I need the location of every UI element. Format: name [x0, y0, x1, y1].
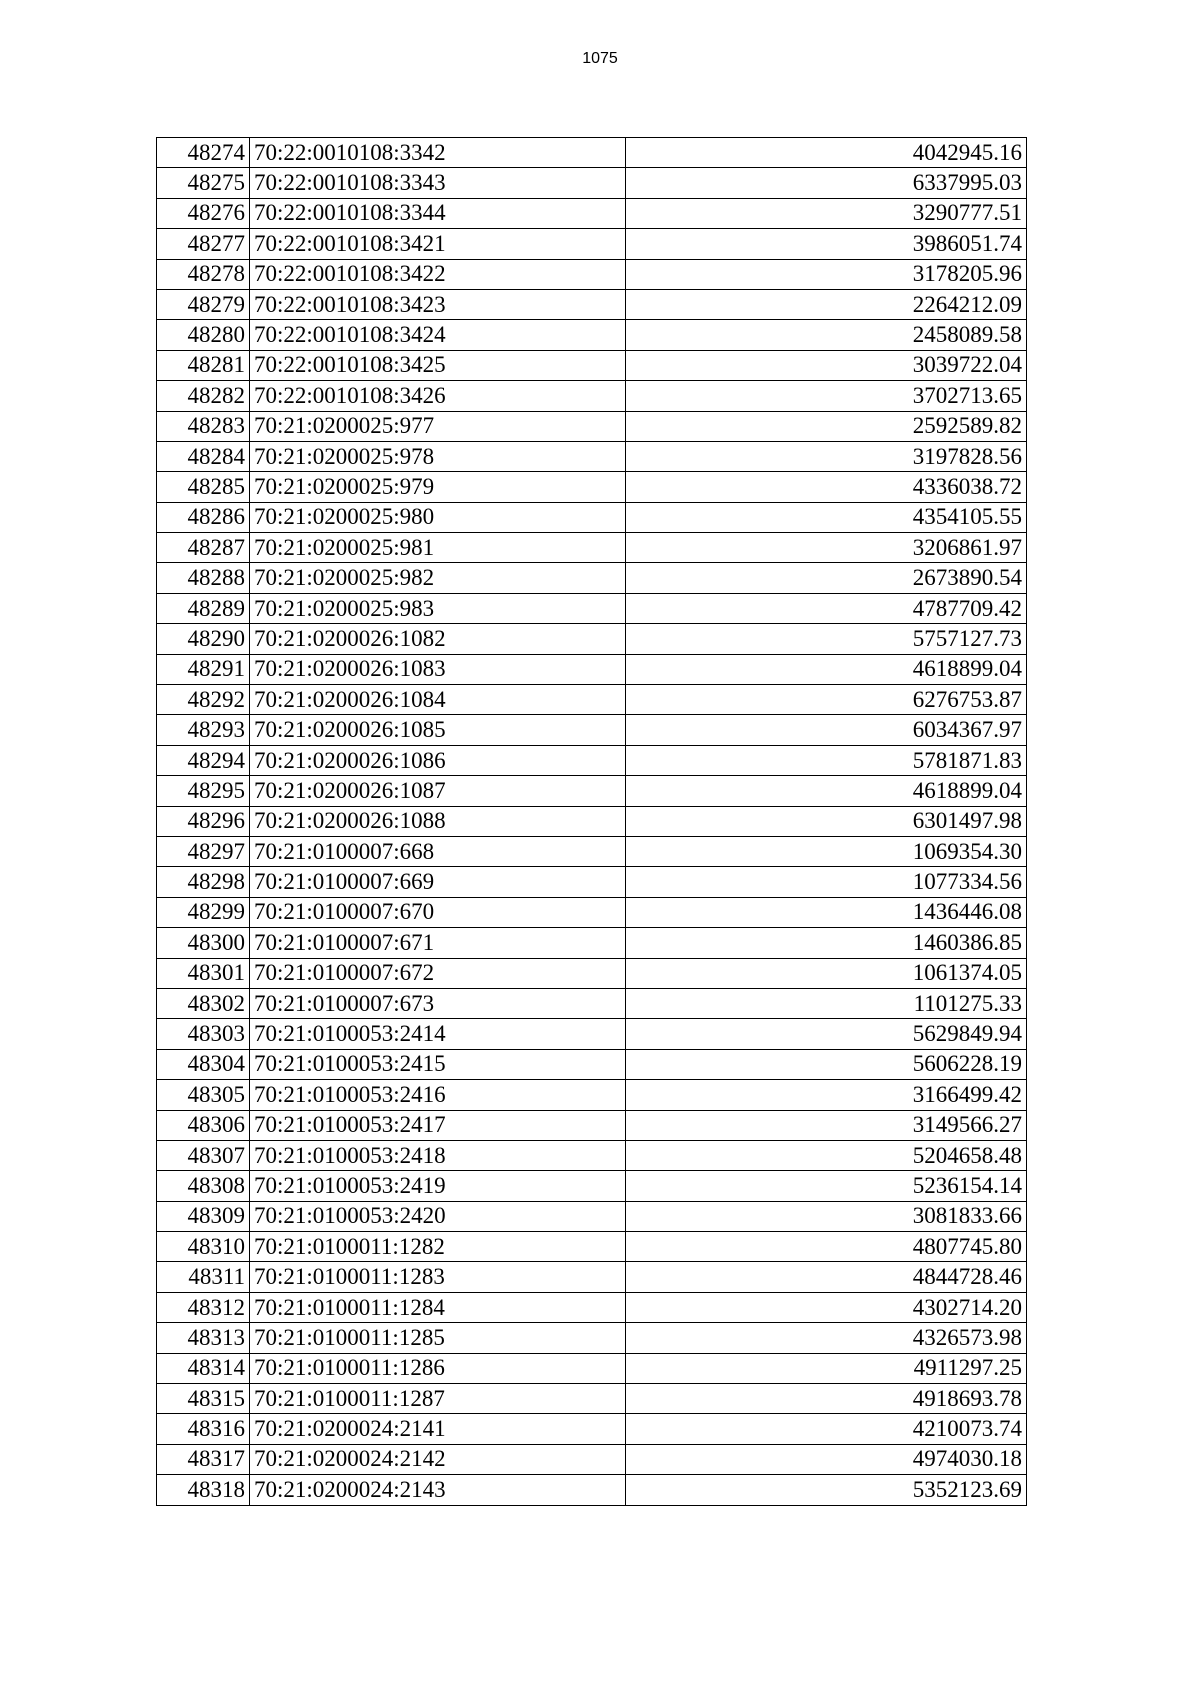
cadastral-value: 6034367.97 — [626, 715, 1027, 745]
cadastral-number: 70:21:0200026:1087 — [250, 776, 626, 806]
cadastral-value: 4354105.55 — [626, 502, 1027, 532]
row-number: 48315 — [157, 1384, 250, 1414]
cadastral-value: 3197828.56 — [626, 441, 1027, 471]
cadastral-value: 5757127.73 — [626, 624, 1027, 654]
table-row — [157, 928, 1027, 958]
cadastral-number: 70:21:0100053:2415 — [250, 1049, 626, 1079]
cadastral-number: 70:21:0100007:668 — [250, 836, 626, 866]
cadastral-value: 3178205.96 — [626, 259, 1027, 289]
row-number: 48303 — [157, 1019, 250, 1049]
cadastral-number: 70:21:0200025:978 — [250, 441, 626, 471]
table-row — [157, 988, 1027, 1018]
cadastral-number: 70:21:0100007:673 — [250, 988, 626, 1018]
cadastral-number: 70:21:0200026:1082 — [250, 624, 626, 654]
cadastral-number: 70:21:0100011:1286 — [250, 1353, 626, 1383]
table-row — [157, 1019, 1027, 1049]
cadastral-value: 1077334.56 — [626, 867, 1027, 897]
row-number: 48313 — [157, 1323, 250, 1353]
table-row — [157, 654, 1027, 684]
table-row — [157, 1049, 1027, 1079]
row-number: 48282 — [157, 381, 250, 411]
cadastral-number: 70:21:0100011:1284 — [250, 1292, 626, 1322]
row-number: 48307 — [157, 1140, 250, 1170]
cadastral-value: 3039722.04 — [626, 350, 1027, 380]
cadastral-value-table — [156, 137, 1027, 1506]
table-row — [157, 593, 1027, 623]
cadastral-number: 70:21:0200025:980 — [250, 502, 626, 532]
table-row — [157, 411, 1027, 441]
cadastral-number: 70:21:0200025:979 — [250, 472, 626, 502]
row-number: 48277 — [157, 229, 250, 259]
cadastral-number: 70:22:0010108:3422 — [250, 259, 626, 289]
row-number: 48312 — [157, 1292, 250, 1322]
cadastral-number: 70:22:0010108:3421 — [250, 229, 626, 259]
cadastral-value: 3702713.65 — [626, 381, 1027, 411]
table-row — [157, 1444, 1027, 1474]
cadastral-number: 70:21:0100011:1283 — [250, 1262, 626, 1292]
table-row — [157, 685, 1027, 715]
row-number: 48280 — [157, 320, 250, 350]
row-number: 48306 — [157, 1110, 250, 1140]
cadastral-value: 3166499.42 — [626, 1080, 1027, 1110]
table-row — [157, 563, 1027, 593]
cadastral-number: 70:22:0010108:3344 — [250, 198, 626, 228]
cadastral-value: 4618899.04 — [626, 776, 1027, 806]
cadastral-value: 4787709.42 — [626, 593, 1027, 623]
cadastral-number: 70:21:0100011:1287 — [250, 1384, 626, 1414]
table-row — [157, 1171, 1027, 1201]
row-number: 48298 — [157, 867, 250, 897]
row-number: 48296 — [157, 806, 250, 836]
row-number: 48292 — [157, 685, 250, 715]
cadastral-value: 3986051.74 — [626, 229, 1027, 259]
cadastral-number: 70:21:0100053:2420 — [250, 1201, 626, 1231]
table-row — [157, 472, 1027, 502]
row-number: 48308 — [157, 1171, 250, 1201]
row-number: 48275 — [157, 168, 250, 198]
row-number: 48284 — [157, 441, 250, 471]
table-body — [157, 138, 1027, 1506]
cadastral-value: 5236154.14 — [626, 1171, 1027, 1201]
table-row — [157, 1475, 1027, 1505]
cadastral-value: 4918693.78 — [626, 1384, 1027, 1414]
row-number: 48289 — [157, 593, 250, 623]
cadastral-value: 2592589.82 — [626, 411, 1027, 441]
row-number: 48285 — [157, 472, 250, 502]
cadastral-value: 4911297.25 — [626, 1353, 1027, 1383]
cadastral-value: 1460386.85 — [626, 928, 1027, 958]
cadastral-number: 70:22:0010108:3343 — [250, 168, 626, 198]
row-number: 48281 — [157, 350, 250, 380]
cadastral-number: 70:21:0200026:1088 — [250, 806, 626, 836]
cadastral-value: 3149566.27 — [626, 1110, 1027, 1140]
table-row — [157, 806, 1027, 836]
row-number: 48276 — [157, 198, 250, 228]
table-row — [157, 1323, 1027, 1353]
cadastral-value: 3206861.97 — [626, 533, 1027, 563]
cadastral-number: 70:21:0200024:2142 — [250, 1444, 626, 1474]
row-number: 48310 — [157, 1232, 250, 1262]
cadastral-value: 5204658.48 — [626, 1140, 1027, 1170]
row-number: 48305 — [157, 1080, 250, 1110]
cadastral-value: 4336038.72 — [626, 472, 1027, 502]
cadastral-number: 70:22:0010108:3423 — [250, 289, 626, 319]
cadastral-number: 70:22:0010108:3426 — [250, 381, 626, 411]
table-row — [157, 1262, 1027, 1292]
row-number: 48318 — [157, 1475, 250, 1505]
table-row — [157, 958, 1027, 988]
table-row — [157, 259, 1027, 289]
cadastral-number: 70:21:0100011:1282 — [250, 1232, 626, 1262]
cadastral-number: 70:21:0100053:2416 — [250, 1080, 626, 1110]
table-row — [157, 381, 1027, 411]
table-row — [157, 776, 1027, 806]
cadastral-value: 1061374.05 — [626, 958, 1027, 988]
cadastral-number: 70:21:0200026:1086 — [250, 745, 626, 775]
cadastral-value: 4807745.80 — [626, 1232, 1027, 1262]
row-number: 48302 — [157, 988, 250, 1018]
page-number: 1075 — [582, 50, 618, 67]
table-row — [157, 229, 1027, 259]
cadastral-number: 70:21:0200026:1083 — [250, 654, 626, 684]
row-number: 48304 — [157, 1049, 250, 1079]
cadastral-value: 3081833.66 — [626, 1201, 1027, 1231]
table-row — [157, 1414, 1027, 1444]
row-number: 48286 — [157, 502, 250, 532]
table-row — [157, 1384, 1027, 1414]
table-row — [157, 198, 1027, 228]
cadastral-value: 4326573.98 — [626, 1323, 1027, 1353]
cadastral-value: 6276753.87 — [626, 685, 1027, 715]
row-number: 48316 — [157, 1414, 250, 1444]
cadastral-value: 6337995.03 — [626, 168, 1027, 198]
row-number: 48295 — [157, 776, 250, 806]
cadastral-value: 1069354.30 — [626, 836, 1027, 866]
row-number: 48283 — [157, 411, 250, 441]
row-number: 48299 — [157, 897, 250, 927]
row-number: 48311 — [157, 1262, 250, 1292]
table-row — [157, 350, 1027, 380]
cadastral-number: 70:21:0200024:2141 — [250, 1414, 626, 1444]
table-row — [157, 533, 1027, 563]
row-number: 48317 — [157, 1444, 250, 1474]
table-row — [157, 320, 1027, 350]
cadastral-number: 70:21:0200025:981 — [250, 533, 626, 563]
table-row — [157, 138, 1027, 168]
cadastral-value: 1436446.08 — [626, 897, 1027, 927]
row-number: 48301 — [157, 958, 250, 988]
table-row — [157, 897, 1027, 927]
row-number: 48291 — [157, 654, 250, 684]
table-row — [157, 624, 1027, 654]
cadastral-value: 4618899.04 — [626, 654, 1027, 684]
row-number: 48314 — [157, 1353, 250, 1383]
cadastral-value: 4210073.74 — [626, 1414, 1027, 1444]
table-row — [157, 502, 1027, 532]
row-number: 48297 — [157, 836, 250, 866]
cadastral-value: 4844728.46 — [626, 1262, 1027, 1292]
table-row — [157, 1201, 1027, 1231]
cadastral-number: 70:21:0100007:669 — [250, 867, 626, 897]
row-number: 48288 — [157, 563, 250, 593]
row-number: 48278 — [157, 259, 250, 289]
cadastral-number: 70:21:0200026:1085 — [250, 715, 626, 745]
table-row — [157, 1232, 1027, 1262]
row-number: 48309 — [157, 1201, 250, 1231]
cadastral-number: 70:21:0100007:670 — [250, 897, 626, 927]
row-number: 48274 — [157, 138, 250, 168]
cadastral-value: 6301497.98 — [626, 806, 1027, 836]
table-row — [157, 441, 1027, 471]
cadastral-number: 70:21:0200025:983 — [250, 593, 626, 623]
row-number: 48293 — [157, 715, 250, 745]
table-row — [157, 867, 1027, 897]
cadastral-number: 70:21:0200024:2143 — [250, 1475, 626, 1505]
row-number: 48300 — [157, 928, 250, 958]
row-number: 48294 — [157, 745, 250, 775]
cadastral-number: 70:21:0100053:2418 — [250, 1140, 626, 1170]
row-number: 48287 — [157, 533, 250, 563]
cadastral-value: 1101275.33 — [626, 988, 1027, 1018]
cadastral-value: 5781871.83 — [626, 745, 1027, 775]
table-row — [157, 1110, 1027, 1140]
cadastral-number: 70:21:0100053:2417 — [250, 1110, 626, 1140]
cadastral-value: 5606228.19 — [626, 1049, 1027, 1079]
table-row — [157, 1353, 1027, 1383]
cadastral-number: 70:21:0100053:2414 — [250, 1019, 626, 1049]
cadastral-value: 4974030.18 — [626, 1444, 1027, 1474]
cadastral-number: 70:21:0200025:977 — [250, 411, 626, 441]
table-row — [157, 745, 1027, 775]
cadastral-number: 70:22:0010108:3425 — [250, 350, 626, 380]
cadastral-number: 70:21:0100011:1285 — [250, 1323, 626, 1353]
cadastral-number: 70:21:0100053:2419 — [250, 1171, 626, 1201]
table-row — [157, 715, 1027, 745]
cadastral-number: 70:21:0200025:982 — [250, 563, 626, 593]
cadastral-number: 70:22:0010108:3424 — [250, 320, 626, 350]
cadastral-number: 70:21:0100007:671 — [250, 928, 626, 958]
table-row — [157, 168, 1027, 198]
row-number: 48279 — [157, 289, 250, 319]
cadastral-number: 70:22:0010108:3342 — [250, 138, 626, 168]
cadastral-value: 4302714.20 — [626, 1292, 1027, 1322]
row-number: 48290 — [157, 624, 250, 654]
cadastral-value: 5629849.94 — [626, 1019, 1027, 1049]
cadastral-value: 4042945.16 — [626, 138, 1027, 168]
cadastral-value: 3290777.51 — [626, 198, 1027, 228]
table-row — [157, 836, 1027, 866]
cadastral-value: 2458089.58 — [626, 320, 1027, 350]
table-row — [157, 1080, 1027, 1110]
table-row — [157, 1292, 1027, 1322]
table-row — [157, 289, 1027, 319]
cadastral-number: 70:21:0100007:672 — [250, 958, 626, 988]
table-row — [157, 1140, 1027, 1170]
cadastral-number: 70:21:0200026:1084 — [250, 685, 626, 715]
cadastral-value: 5352123.69 — [626, 1475, 1027, 1505]
cadastral-value: 2264212.09 — [626, 289, 1027, 319]
cadastral-value: 2673890.54 — [626, 563, 1027, 593]
